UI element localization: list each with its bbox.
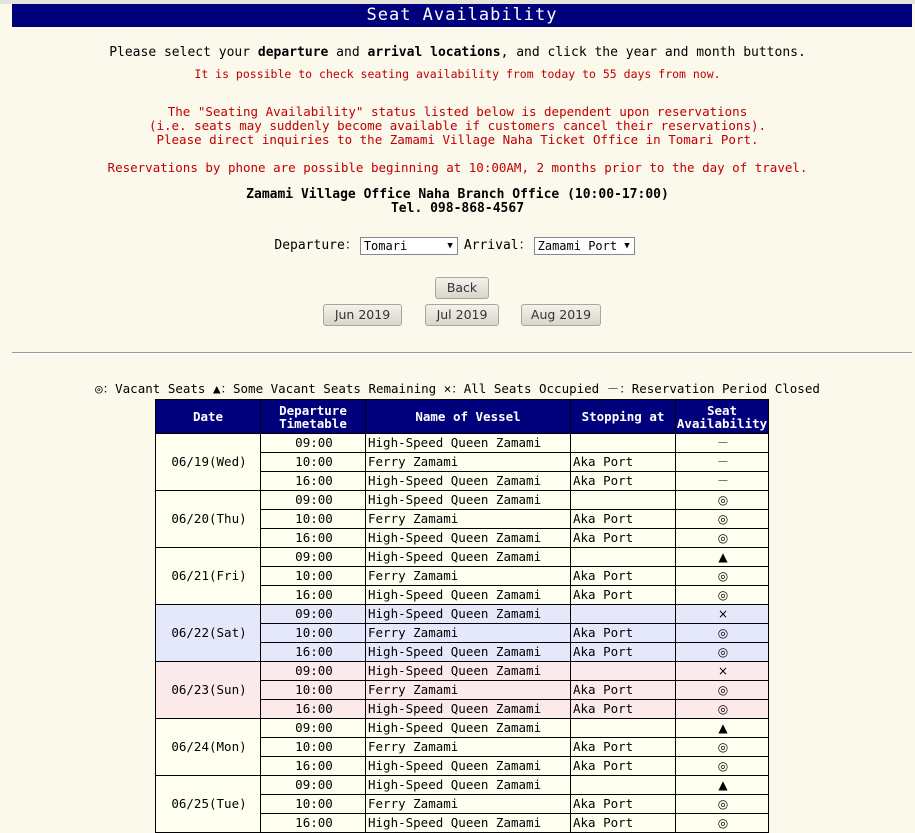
stopping-at-cell: Aka Port — [571, 472, 676, 491]
departure-time-cell: 10:00 — [261, 453, 366, 472]
departure-time-cell: 09:00 — [261, 434, 366, 453]
stopping-at-cell: Aka Port — [571, 738, 676, 757]
stopping-at-cell: Aka Port — [571, 510, 676, 529]
stopping-at-cell — [571, 719, 676, 738]
stopping-at-cell: Aka Port — [571, 567, 676, 586]
range-note: It is possible to check seating availability from today to 55 days from now. — [194, 67, 721, 81]
seat-status-cell: ◎ — [676, 738, 769, 757]
vessel-name-cell: High-Speed Queen Zamami — [366, 757, 571, 776]
departure-time-cell: 10:00 — [261, 567, 366, 586]
stopping-at-cell — [571, 776, 676, 795]
instr-departure: departure — [257, 45, 329, 60]
office-name: Zamami Village Office Naha Branch Office (10:00-17:00) — [246, 187, 669, 202]
seat-status-cell: ◎ — [676, 814, 769, 833]
month-button-jun-2019[interactable]: Jun 2019 — [323, 304, 402, 326]
stopping-at-cell: Aka Port — [571, 624, 676, 643]
seat-status-cell: ◎ — [676, 643, 769, 662]
col-timetable — [261, 400, 366, 434]
seat-status-cell: － — [676, 472, 769, 491]
seat-status-cell: ◎ — [676, 586, 769, 605]
vessel-name-cell: High-Speed Queen Zamami — [366, 605, 571, 624]
arrival-select[interactable] — [534, 237, 635, 255]
table-row — [156, 662, 769, 681]
stopping-at-cell: Aka Port — [571, 700, 676, 719]
stopping-at-cell — [571, 662, 676, 681]
date-cell: 06/21(Fri) — [156, 548, 261, 605]
departure-time-cell: 09:00 — [261, 491, 366, 510]
stopping-at-cell: Aka Port — [571, 795, 676, 814]
vessel-name-cell: High-Speed Queen Zamami — [366, 434, 571, 453]
table-row — [156, 605, 769, 624]
date-cell: 06/19(Wed) — [156, 434, 261, 491]
vessel-name-cell: Ferry Zamami — [366, 567, 571, 586]
departure-time-cell: 10:00 — [261, 624, 366, 643]
stopping-at-cell — [571, 434, 676, 453]
vessel-name-cell: High-Speed Queen Zamami — [366, 472, 571, 491]
stopping-at-cell — [571, 491, 676, 510]
vessel-name-cell: High-Speed Queen Zamami — [366, 586, 571, 605]
vessel-name-cell: High-Speed Queen Zamami — [366, 529, 571, 548]
table-row — [156, 491, 769, 510]
date-cell: 06/25(Tue) — [156, 776, 261, 833]
seat-status-cell: － — [676, 453, 769, 472]
seat-status-cell: ◎ — [676, 510, 769, 529]
departure-value: Tomari — [363, 238, 408, 253]
col-timetable-line2: Timetable — [279, 415, 347, 431]
date-cell: 06/22(Sat) — [156, 605, 261, 662]
month-button-jul-2019[interactable]: Jul 2019 — [425, 304, 499, 326]
notice-line-3: Please direct inquiries to the Zamami Village Naha Ticket Office in Tomari Port. — [156, 132, 759, 147]
col-timetable-line1: Departure — [279, 402, 347, 418]
vessel-name-cell: Ferry Zamami — [366, 795, 571, 814]
back-button[interactable]: Back — [435, 277, 489, 299]
table-row — [156, 776, 769, 795]
date-cell: 06/23(Sun) — [156, 662, 261, 719]
table-row — [156, 548, 769, 567]
table-body — [156, 434, 769, 833]
departure-time-cell: 16:00 — [261, 757, 366, 776]
legend: ◎：Vacant Seats ▲：Some Vacant Seats Remaining ×：All Seats Occupied －：Reservation Period Closed — [95, 381, 820, 396]
seat-status-cell: ◎ — [676, 795, 769, 814]
departure-time-cell: 16:00 — [261, 529, 366, 548]
vessel-name-cell: High-Speed Queen Zamami — [366, 776, 571, 795]
departure-time-cell: 09:00 — [261, 719, 366, 738]
departure-time-cell: 09:00 — [261, 548, 366, 567]
seat-status-cell: ◎ — [676, 681, 769, 700]
seat-status-cell: × — [676, 605, 769, 624]
notice-line-2: (i.e. seats may suddenly become available if customers cancel their reservations). — [148, 118, 767, 133]
arrival-value: Zamami Port — [537, 238, 618, 253]
vessel-name-cell: Ferry Zamami — [366, 738, 571, 757]
month-button-aug-2019[interactable]: Aug 2019 — [521, 304, 601, 326]
seat-status-cell: ▲ — [676, 776, 769, 795]
stopping-at-cell: Aka Port — [571, 757, 676, 776]
seat-status-cell: ◎ — [676, 624, 769, 643]
arrival-label: Arrival： — [463, 238, 532, 253]
departure-time-cell: 10:00 — [261, 738, 366, 757]
table-header-row — [156, 400, 769, 434]
departure-time-cell: 16:00 — [261, 472, 366, 491]
stopping-at-cell — [571, 605, 676, 624]
stopping-at-cell: Aka Port — [571, 529, 676, 548]
seat-status-cell: ▲ — [676, 719, 769, 738]
col-availability-line1: Seat — [706, 402, 738, 418]
col-vessel: Name of Vessel — [366, 400, 571, 434]
departure-time-cell: 10:00 — [261, 510, 366, 529]
instr-text-3: , and click the year and month buttons. — [500, 45, 806, 60]
date-cell: 06/20(Thu) — [156, 491, 261, 548]
departure-select[interactable] — [360, 237, 458, 255]
chevron-down-icon: ▼ — [447, 240, 453, 251]
stopping-at-cell: Aka Port — [571, 814, 676, 833]
vessel-name-cell: Ferry Zamami — [366, 510, 571, 529]
departure-time-cell: 16:00 — [261, 643, 366, 662]
instr-text-1: Please select your — [109, 45, 258, 60]
seat-status-cell: ▲ — [676, 548, 769, 567]
stopping-at-cell — [571, 548, 676, 567]
notice-line-1: The "Seating Availability" status listed below is dependent upon reservations — [167, 104, 748, 119]
phone-note: Reservations by phone are possible beginning at 10:00AM, 2 months prior to the day of travel. — [107, 160, 808, 175]
departure-time-cell: 16:00 — [261, 586, 366, 605]
vessel-name-cell: Ferry Zamami — [366, 681, 571, 700]
vessel-name-cell: High-Speed Queen Zamami — [366, 643, 571, 662]
page-title: Seat Availability — [12, 4, 912, 27]
stopping-at-cell: Aka Port — [571, 453, 676, 472]
seat-status-cell: ◎ — [676, 529, 769, 548]
vessel-name-cell: High-Speed Queen Zamami — [366, 719, 571, 738]
route-selectors — [0, 234, 915, 255]
seat-status-cell: ◎ — [676, 700, 769, 719]
seat-status-cell: － — [676, 434, 769, 453]
seat-status-cell: ◎ — [676, 757, 769, 776]
availability-table — [155, 399, 769, 833]
departure-time-cell: 09:00 — [261, 776, 366, 795]
stopping-at-cell: Aka Port — [571, 643, 676, 662]
departure-time-cell: 09:00 — [261, 662, 366, 681]
chevron-down-icon: ▼ — [624, 240, 630, 251]
departure-time-cell: 16:00 — [261, 814, 366, 833]
vessel-name-cell: Ferry Zamami — [366, 624, 571, 643]
col-availability-line2: Availability — [676, 415, 768, 431]
departure-time-cell: 09:00 — [261, 605, 366, 624]
instr-arrival: arrival locations — [367, 45, 501, 60]
seat-status-cell: ◎ — [676, 491, 769, 510]
vessel-name-cell: High-Speed Queen Zamami — [366, 814, 571, 833]
table-row — [156, 434, 769, 453]
vessel-name-cell: High-Speed Queen Zamami — [366, 662, 571, 681]
stopping-at-cell: Aka Port — [571, 586, 676, 605]
instr-text-2: and — [328, 45, 368, 60]
departure-label: Departure： — [274, 238, 358, 253]
instructions — [0, 45, 915, 60]
departure-time-cell: 10:00 — [261, 795, 366, 814]
departure-time-cell: 16:00 — [261, 700, 366, 719]
col-date: Date — [156, 400, 261, 434]
table-row — [156, 719, 769, 738]
divider — [12, 352, 912, 354]
vessel-name-cell: High-Speed Queen Zamami — [366, 491, 571, 510]
col-availability — [676, 400, 769, 434]
vessel-name-cell: High-Speed Queen Zamami — [366, 700, 571, 719]
office-tel: Tel. 098-868-4567 — [390, 201, 525, 216]
vessel-name-cell: Ferry Zamami — [366, 453, 571, 472]
stopping-at-cell: Aka Port — [571, 681, 676, 700]
date-cell: 06/24(Mon) — [156, 719, 261, 776]
departure-time-cell: 10:00 — [261, 681, 366, 700]
seat-status-cell: ◎ — [676, 567, 769, 586]
vessel-name-cell: High-Speed Queen Zamami — [366, 548, 571, 567]
seat-status-cell: × — [676, 662, 769, 681]
col-stopping: Stopping at — [571, 400, 676, 434]
